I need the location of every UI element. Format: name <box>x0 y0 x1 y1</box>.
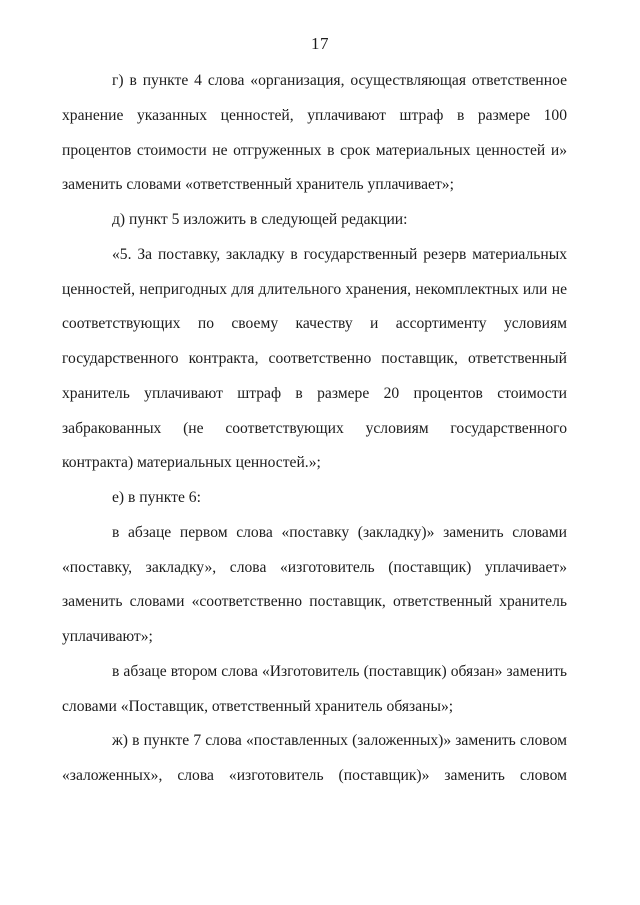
text-line: заменить словами «соответственно поставщик, ответственный хранитель <box>62 593 567 611</box>
text-line: в абзаце втором слова «Изготовитель (поставщик) обязан» заменить <box>112 662 567 680</box>
text-line: контракта) материальных ценностей.»; <box>62 454 321 472</box>
text-line: процентов стоимости не отгруженных в срок материальных ценностей и» <box>62 141 567 159</box>
text-line: ж) в пункте 7 слова «поставленных (заложенных)» заменить словом <box>112 732 567 750</box>
text-line: заменить словами «ответственный хранитель уплачивает»; <box>62 176 454 194</box>
text-line: хранение указанных ценностей, уплачивают штраф в размере 100 <box>62 106 567 124</box>
text-line: е) в пункте 6: <box>112 489 201 506</box>
document-body <box>62 64 567 794</box>
text-line: д) пункт 5 изложить в следующей редакции: <box>112 211 408 228</box>
text-line: «поставку, закладку», слова «изготовитель (поставщик) уплачивает» <box>62 558 567 576</box>
text-line: ценностей, непригодных для длительного хранения, некомплектных или не <box>62 280 567 298</box>
text-line: уплачивают»; <box>62 628 153 645</box>
text-line: забракованных (не соответствующих условиям государственного <box>62 419 567 437</box>
text-line: «заложенных», слова «изготовитель (поставщик)» заменить словом <box>62 767 567 784</box>
text-line: словами «Поставщик, ответственный хранитель обязаны»; <box>62 697 454 715</box>
page-number: 17 <box>311 34 329 53</box>
text-line: г) в пункте 4 слова «организация, осуществляющая ответственное <box>112 72 567 89</box>
text-line: в абзаце первом слова «поставку (закладку)» заменить словами <box>112 523 567 541</box>
text-line: хранитель уплачивают штраф в размере 20 процентов стоимости <box>62 384 567 402</box>
text-line: соответствующих по своему качеству и ассортименту условиям <box>62 315 567 333</box>
text-line: государственного контракта, соответственно поставщик, ответственный <box>62 350 567 367</box>
text-line: «5. За поставку, закладку в государственный резерв материальных <box>112 245 567 263</box>
